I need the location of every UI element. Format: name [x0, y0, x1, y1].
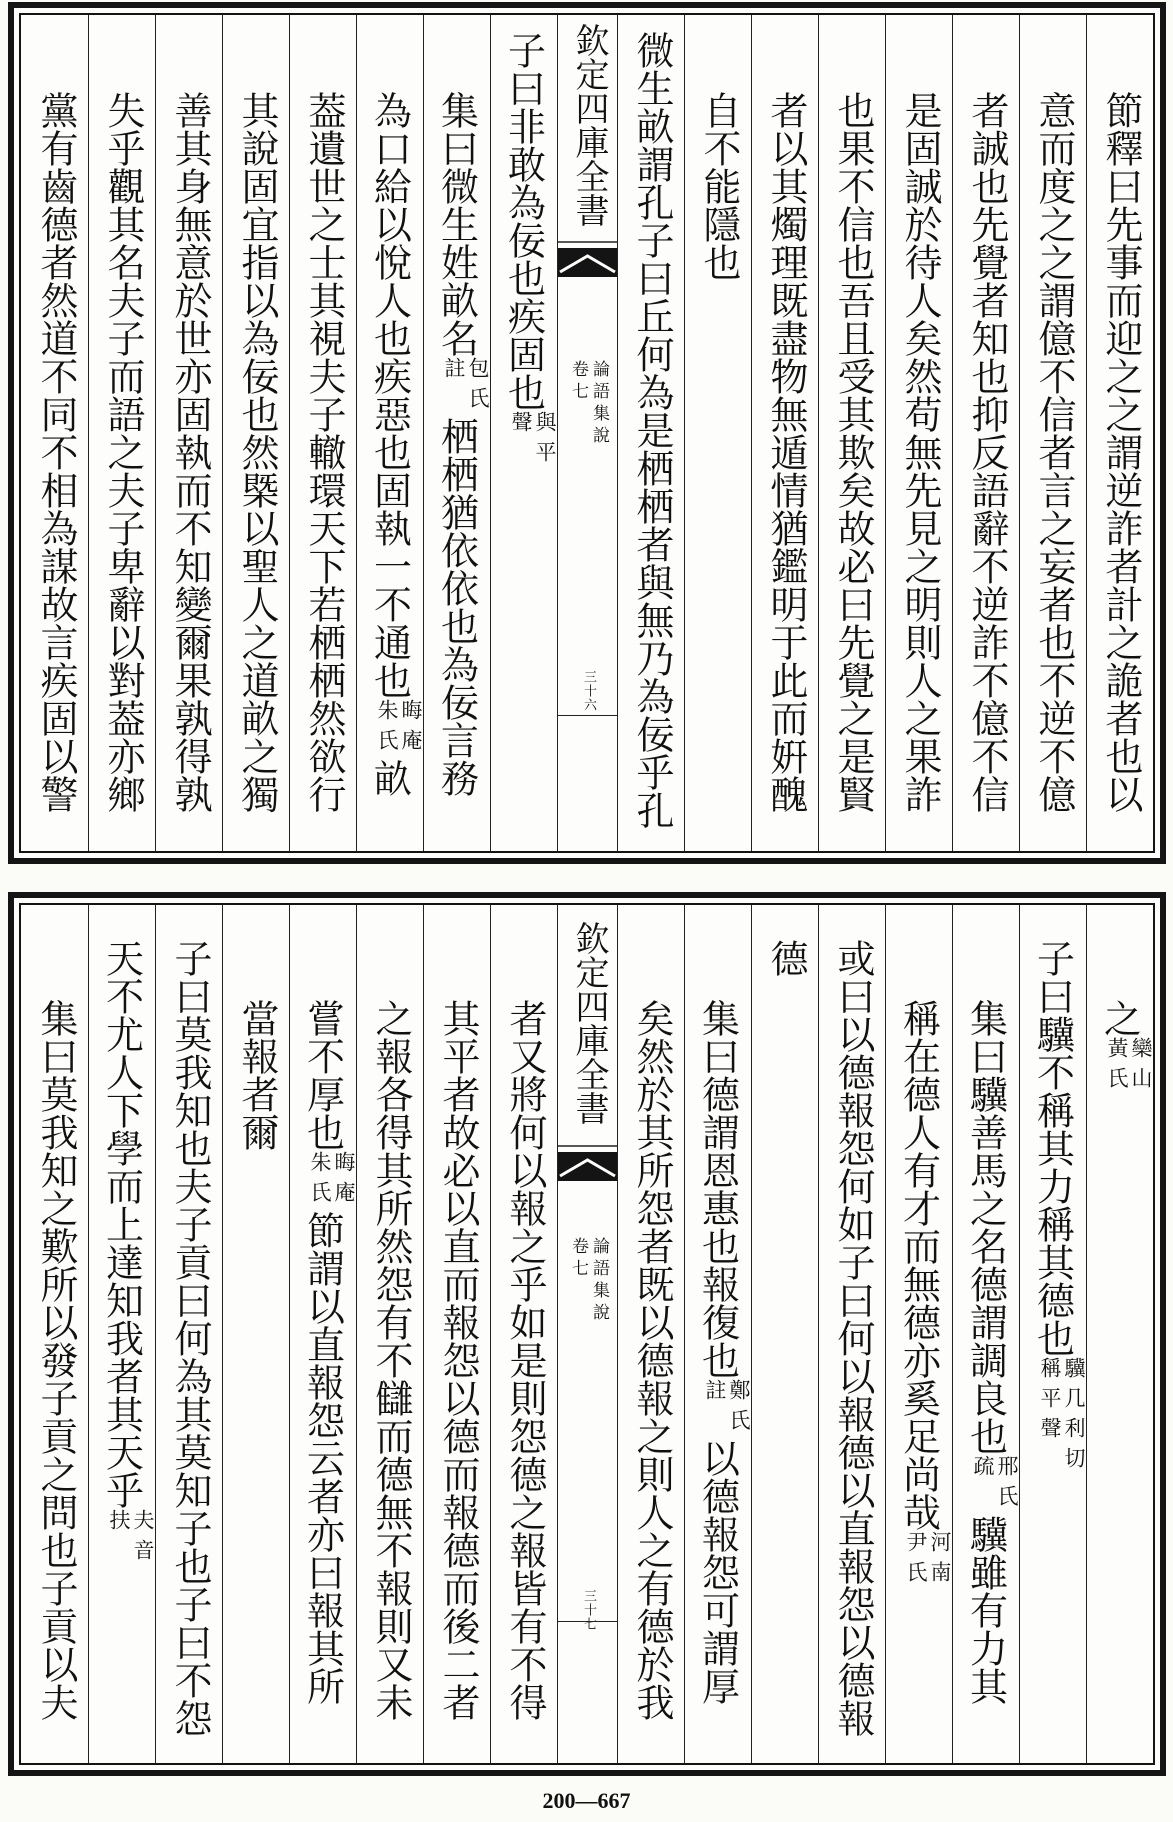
spine-book-title: 論語集說	[589, 360, 609, 448]
column-text: 矣然於其所怨者既以德報之則人之有德於我	[630, 999, 674, 1721]
bottom-column-3	[952, 905, 1019, 1763]
column-text: 也果不信也吾且受其欺矣故必曰先覺之是賢	[831, 91, 875, 813]
column-text: 自不能隱也	[697, 91, 741, 281]
column-text: 節釋曰先事而迎之之謂逆詐者計之詭者也以	[1099, 91, 1143, 813]
top-column-4	[885, 15, 952, 851]
column-text: 子曰驥不稱其力稱其德也	[1030, 939, 1075, 1357]
top-column-3	[952, 15, 1019, 851]
note-right-line: 邢氏	[995, 1455, 1019, 1515]
note-left-line: 朱氏	[375, 699, 399, 759]
bottom-column-9	[490, 905, 557, 1763]
bottom-column-1	[1086, 905, 1153, 1763]
bottom-column-5	[818, 905, 885, 1763]
interlinear-note	[107, 1509, 155, 1569]
note-left-line: 疏	[971, 1455, 995, 1485]
spine-book-title: 論語集說	[589, 1237, 609, 1325]
top-column-10	[423, 15, 490, 851]
column-text: 集曰微生姓畝名	[434, 91, 479, 357]
top-column-1	[1086, 15, 1153, 851]
column-text: 是固誠於待人矣然苟無先見之明則人之果詐	[898, 91, 942, 813]
bottom-column-14	[155, 905, 222, 1763]
column-text: 黨有齒德者然道不同不相為謀故言疾固以警	[34, 91, 78, 813]
bottom-column-7	[684, 905, 751, 1763]
column-text: 失乎觀其名夫子而語之夫子卑辭以對葢亦鄉	[101, 91, 145, 813]
top-column-15	[88, 15, 155, 851]
interlinear-note	[442, 357, 490, 417]
top-text-frame	[19, 13, 1155, 853]
note-left-line: 朱氏	[308, 1151, 332, 1211]
top-column-16	[21, 15, 88, 851]
spine-book-volume	[565, 1237, 609, 1325]
page-number-label: 200—667	[542, 1788, 631, 1813]
top-column-12	[289, 15, 356, 851]
bottom-text-frame	[19, 903, 1155, 1765]
bottom-column-11	[356, 905, 423, 1763]
note-right-line: 夫音	[131, 1509, 155, 1569]
column-text: 為口給以悅人也疾惡也固執一不通也	[367, 91, 412, 699]
interlinear-note	[1038, 1357, 1086, 1477]
note-right-line: 鄭氏	[727, 1379, 751, 1439]
top-column-8	[617, 15, 684, 851]
note-left-line: 註	[442, 357, 466, 387]
fishtail-mark	[558, 1145, 617, 1183]
top-column-5	[818, 15, 885, 851]
column-text: 或曰以德報怨何如子曰何以報德以直報怨以德報	[831, 939, 875, 1737]
column-text: 者誠也先覺者知也抑反語辭不逆詐不億不信	[965, 91, 1009, 813]
spine-rule	[558, 715, 617, 716]
fishtail-mark	[558, 241, 617, 279]
column-text: 善其身無意於世亦固執而不知變爾果孰得孰	[168, 91, 212, 813]
bottom-column-16	[21, 905, 88, 1763]
column-text: 子曰非敢為佞也疾固也	[501, 31, 546, 411]
column-text: 當報者爾	[235, 999, 279, 1151]
note-left-line: 扶	[107, 1509, 131, 1539]
spine-rule	[558, 1621, 617, 1622]
column-text: 者以其燭理既盡物無遁情猶鑑明于此而姸醜	[764, 91, 808, 813]
note-right-line: 晦庵	[399, 699, 423, 759]
top-column-13	[222, 15, 289, 851]
bottom-column-6	[751, 905, 818, 1763]
column-text: 德	[764, 939, 808, 977]
column-text: 微生畝謂孔子曰丘何為是栖栖者與無乃為佞乎孔	[630, 31, 674, 829]
bottom-half-folio	[8, 892, 1166, 1776]
spine-leaf-number: 三十六	[581, 670, 596, 712]
interlinear-note	[703, 1379, 751, 1439]
bottom-spine-center-column	[557, 905, 617, 1763]
interlinear-note	[1105, 1037, 1153, 1097]
top-column-11	[356, 15, 423, 851]
top-column-7	[684, 15, 751, 851]
note-left-line: 尹氏	[904, 1531, 928, 1591]
note-left-line: 聲	[509, 411, 533, 441]
column-text: 者又將何以報之乎如是則怨德之報皆有不得	[503, 999, 547, 1721]
column-text-continued: 以德報怨可謂厚	[695, 1439, 740, 1705]
interlinear-note	[904, 1531, 952, 1591]
bottom-column-13	[222, 905, 289, 1763]
note-left-line: 稱平聲	[1038, 1357, 1062, 1447]
spine-title: 欽定四庫全書	[569, 921, 609, 1125]
note-right-line: 晦庵	[332, 1151, 356, 1211]
note-right-line: 河南	[928, 1531, 952, 1591]
top-column-2	[1019, 15, 1086, 851]
top-half-folio	[8, 2, 1166, 864]
column-text-continued: 畝	[367, 759, 412, 797]
top-spine-center-column	[557, 15, 617, 851]
column-text: 之	[1097, 999, 1142, 1037]
column-text: 天不尤人下學而上達知我者其天乎	[99, 939, 144, 1509]
top-column-14	[155, 15, 222, 851]
note-left-line: 黃氏	[1105, 1037, 1129, 1097]
column-text-continued: 驥雖有力其	[963, 1515, 1008, 1705]
interlinear-note	[308, 1151, 356, 1211]
note-right-line: 欒山	[1129, 1037, 1153, 1097]
spine-leaf-number: 三十七	[581, 1589, 596, 1631]
spine-volume: 卷七	[568, 360, 588, 404]
note-right-line: 驥几利切	[1062, 1357, 1086, 1477]
column-text: 子曰莫我知也夫子貢曰何為其莫知子也子曰不怨	[168, 939, 212, 1737]
top-column-9	[490, 15, 557, 851]
bottom-column-15	[88, 905, 155, 1763]
note-right-line: 包氏	[466, 357, 490, 417]
column-text-continued: 節謂以直報怨云者亦曰報其所	[300, 1211, 345, 1705]
interlinear-note	[375, 699, 423, 759]
column-text: 其平者故必以直而報怨以德而報德而後二者	[436, 999, 480, 1721]
column-text: 集曰驥善馬之名德謂調良也	[963, 999, 1008, 1455]
note-right-line: 與平	[533, 411, 557, 471]
column-text: 之報各得其所然怨有不讎而德無不報則又未	[369, 999, 413, 1721]
column-text: 意而度之之謂億不信者言之妄者也不逆不億	[1032, 91, 1076, 813]
column-text: 葢遺世之士其視夫子轍環天下若栖栖然欲行	[302, 91, 346, 813]
column-text: 稱在德人有才而無德亦奚足尚哉	[896, 999, 941, 1531]
spine-title: 欽定四庫全書	[569, 23, 609, 227]
bottom-column-4	[885, 905, 952, 1763]
spine-book-volume	[565, 360, 609, 448]
column-text-continued: 栖栖猶依依也為佞言務	[434, 417, 479, 797]
top-column-6	[751, 15, 818, 851]
interlinear-note	[509, 411, 557, 471]
note-left-line: 註	[703, 1379, 727, 1409]
bottom-column-12	[289, 905, 356, 1763]
bottom-column-8	[617, 905, 684, 1763]
column-text: 嘗不厚也	[300, 999, 345, 1151]
column-text: 其說固宜指以為佞也然槩以聖人之道畝之獨	[235, 91, 279, 813]
spine-volume: 卷七	[568, 1237, 588, 1281]
column-text: 集曰莫我知之歎所以發子貢之問也子貢以夫	[34, 999, 78, 1721]
interlinear-note	[971, 1455, 1019, 1515]
column-text: 集曰德謂恩惠也報復也	[695, 999, 740, 1379]
bottom-column-10	[423, 905, 490, 1763]
bottom-column-2	[1019, 905, 1086, 1763]
